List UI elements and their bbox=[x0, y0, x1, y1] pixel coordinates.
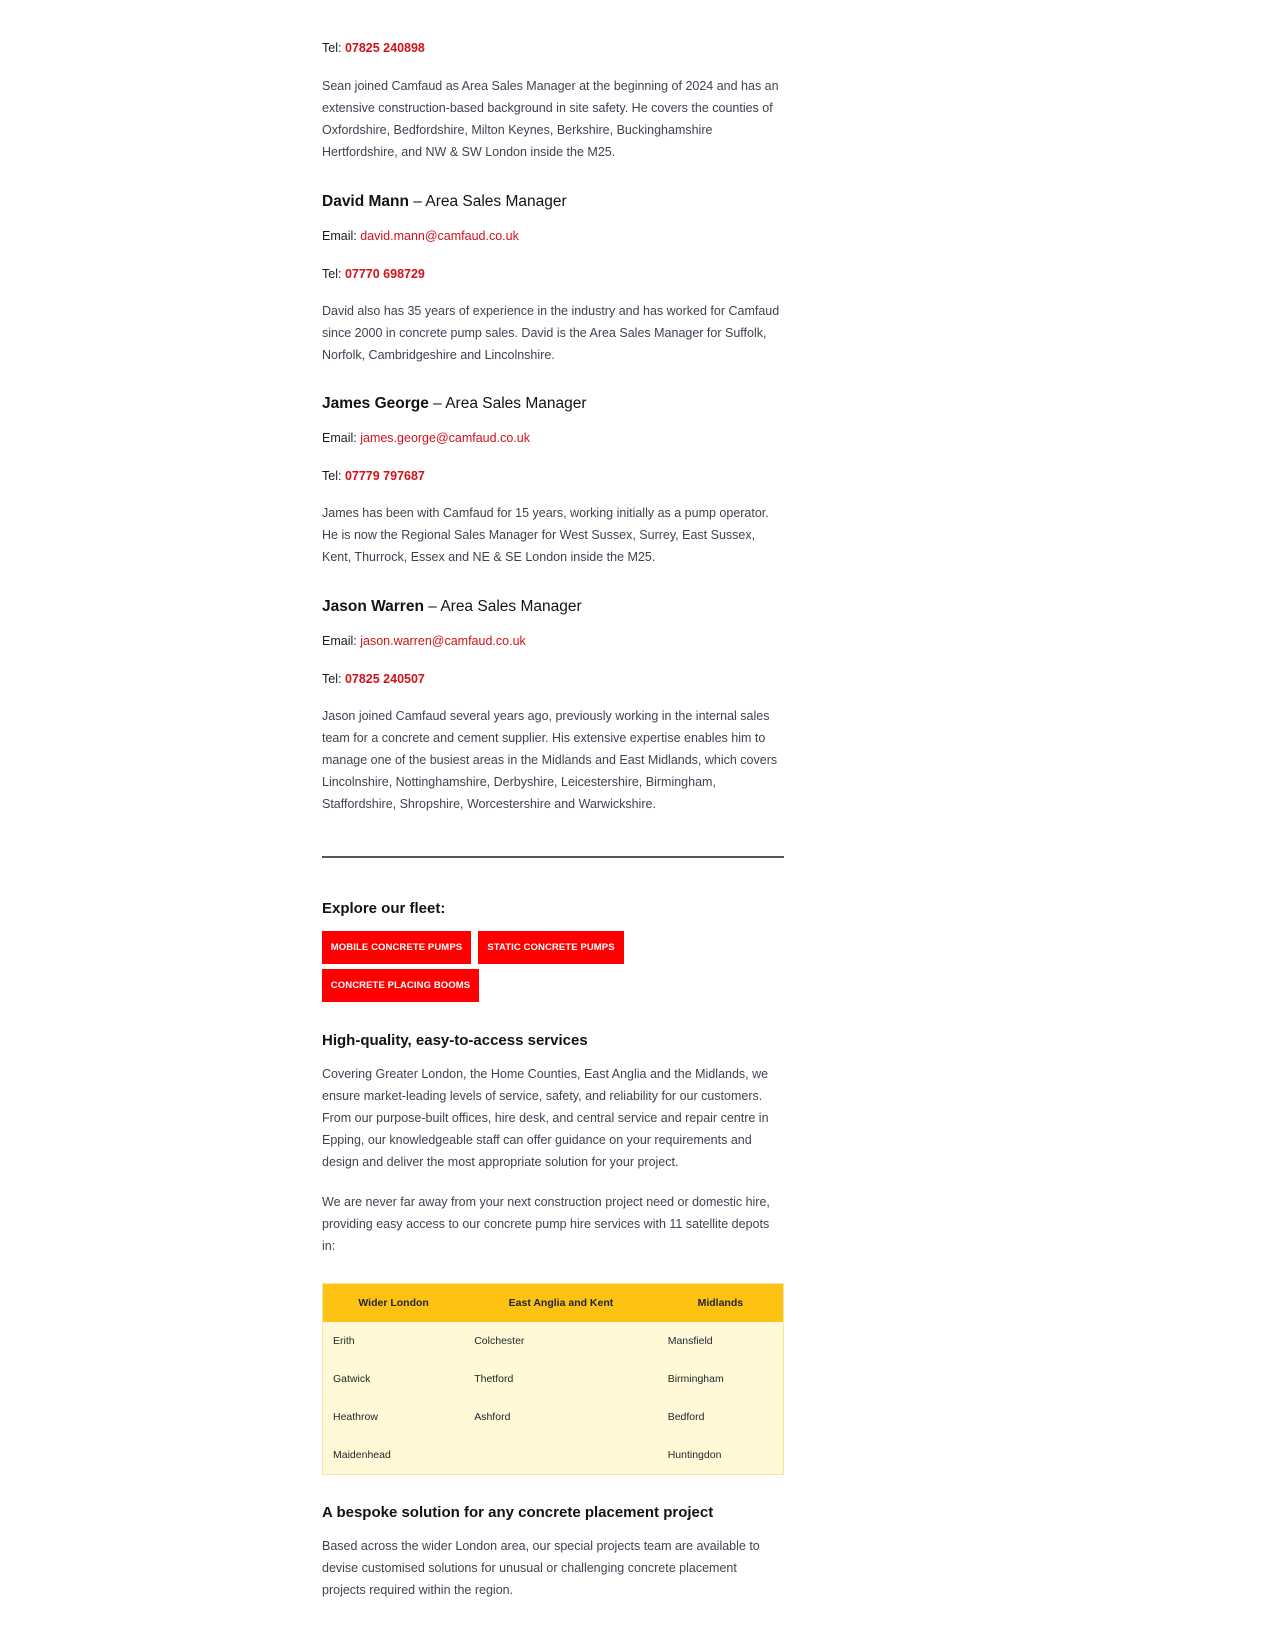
jason-bio: Jason joined Camfaud several years ago, previously working in the internal sales team for a concrete and cement supplier. His extensive expertise enables him to manage one of the busiest areas in the Midlands and East Midlands, which covers Lincolnshire, Nottinghamshire, Derbyshire, Leicestershire, Birmingham, Staffordshire, Shropshire, Worcestershire and Warwickshire. bbox=[322, 709, 778, 811]
column-header-wider-london: Wider London bbox=[323, 1284, 465, 1323]
table-row bbox=[323, 1360, 784, 1398]
person-name: Jason Warren bbox=[322, 598, 424, 615]
james-tel-link[interactable]: 07779 797687 bbox=[344, 469, 425, 483]
column-header-midlands: Midlands bbox=[658, 1284, 784, 1323]
sean-tel-link[interactable]: 07825 240898 bbox=[344, 41, 425, 55]
depots-table bbox=[322, 1283, 784, 1475]
table-row bbox=[323, 1322, 784, 1360]
column-header-east-anglia-kent: East Anglia and Kent bbox=[464, 1284, 657, 1323]
tel-label: Tel: bbox=[322, 41, 342, 55]
email-label: Email: bbox=[322, 634, 357, 648]
table-row bbox=[323, 1398, 784, 1436]
fleet-heading: Explore our fleet: bbox=[322, 900, 446, 917]
tel-label: Tel: bbox=[322, 672, 342, 686]
table-cell bbox=[464, 1436, 657, 1475]
jason-email-link[interactable]: jason.warren@camfaud.co.uk bbox=[360, 634, 526, 648]
table-cell: Thetford bbox=[464, 1360, 657, 1398]
table-cell: Mansfield bbox=[658, 1322, 784, 1360]
table-cell: Maidenhead bbox=[323, 1436, 465, 1475]
bespoke-paragraph: Based across the wider London area, our special projects team are available to devise customised solutions for unusual or challenging concrete placement projects required within the region. bbox=[322, 1539, 760, 1597]
section-divider bbox=[322, 856, 784, 858]
tel-label: Tel: bbox=[322, 267, 342, 281]
table-cell: Birmingham bbox=[658, 1360, 784, 1398]
person-role: – Area Sales Manager bbox=[428, 395, 587, 412]
jason-tel-line bbox=[322, 670, 784, 688]
table-cell: Huntingdon bbox=[658, 1436, 784, 1475]
services-paragraph-2: We are never far away from your next construction project need or domestic hire, providing easy access to our concrete pump hire services with 11 satellite depots in: bbox=[322, 1195, 770, 1253]
person-role: – Area Sales Manager bbox=[408, 193, 567, 210]
services-paragraph-1: Covering Greater London, the Home Counties, East Anglia and the Midlands, we ensure market-leading levels of service, safety, and reliability for our customers. From our purpose-built offices, hire desk, and central service and repair centre in Epping, our knowledgeable staff can offer guidance on your requirements and design and deliver the most appropriate solution for your project. bbox=[322, 1067, 769, 1169]
sean-bio: Sean joined Camfaud as Area Sales Manager at the beginning of 2024 and has an extensive construction-based background in site safety. He covers the counties of Oxfordshire, Bedfordshire, Milton Keynes, Berkshire, Buckinghamshire Hertfordshire, and NW & SW London inside the M25. bbox=[322, 79, 779, 159]
james-bio: James has been with Camfaud for 15 years, working initially as a pump operator. He is now the Regional Sales Manager for West Sussex, Surrey, East Sussex, Kent, Thurrock, Essex and NE & SE London inside the M25. bbox=[322, 506, 769, 564]
table-cell: Erith bbox=[323, 1322, 465, 1360]
david-mann-heading bbox=[322, 191, 784, 213]
mobile-concrete-pumps-button[interactable]: MOBILE CONCRETE PUMPS bbox=[322, 931, 471, 964]
person-name: James George bbox=[322, 395, 429, 412]
email-label: Email: bbox=[322, 229, 357, 243]
sean-tel-line bbox=[322, 39, 784, 57]
services-heading: High-quality, easy-to-access services bbox=[322, 1032, 588, 1049]
jason-tel-link[interactable]: 07825 240507 bbox=[344, 672, 425, 686]
table-cell: Colchester bbox=[464, 1322, 657, 1360]
table-cell: Bedford bbox=[658, 1398, 784, 1436]
james-tel-line bbox=[322, 467, 784, 485]
table-row bbox=[323, 1436, 784, 1475]
static-concrete-pumps-button[interactable]: STATIC CONCRETE PUMPS bbox=[478, 931, 624, 964]
table-cell: Gatwick bbox=[323, 1360, 465, 1398]
david-tel-link[interactable]: 07770 698729 bbox=[344, 267, 425, 281]
table-header-row bbox=[323, 1284, 784, 1323]
person-role: – Area Sales Manager bbox=[423, 598, 582, 615]
concrete-placing-booms-button[interactable]: CONCRETE PLACING BOOMS bbox=[322, 969, 479, 1002]
david-bio: David also has 35 years of experience in the industry and has worked for Camfaud since 2000 in concrete pump sales. David is the Area Sales Manager for Suffolk, Norfolk, Cambridgeshire and Lincolnshire. bbox=[322, 304, 780, 362]
tel-label: Tel: bbox=[322, 469, 342, 483]
james-email-line bbox=[322, 429, 784, 447]
jason-warren-heading bbox=[322, 596, 784, 618]
bespoke-heading: A bespoke solution for any concrete placement project bbox=[322, 1504, 714, 1521]
person-name: David Mann bbox=[322, 193, 409, 210]
david-tel-line bbox=[322, 265, 784, 283]
jason-email-line bbox=[322, 632, 784, 650]
james-email-link[interactable]: james.george@camfaud.co.uk bbox=[360, 431, 530, 445]
david-email-line bbox=[322, 227, 784, 245]
table-cell: Heathrow bbox=[323, 1398, 465, 1436]
david-email-link[interactable]: david.mann@camfaud.co.uk bbox=[360, 229, 519, 243]
james-george-heading bbox=[322, 393, 784, 415]
email-label: Email: bbox=[322, 431, 357, 445]
table-cell: Ashford bbox=[464, 1398, 657, 1436]
